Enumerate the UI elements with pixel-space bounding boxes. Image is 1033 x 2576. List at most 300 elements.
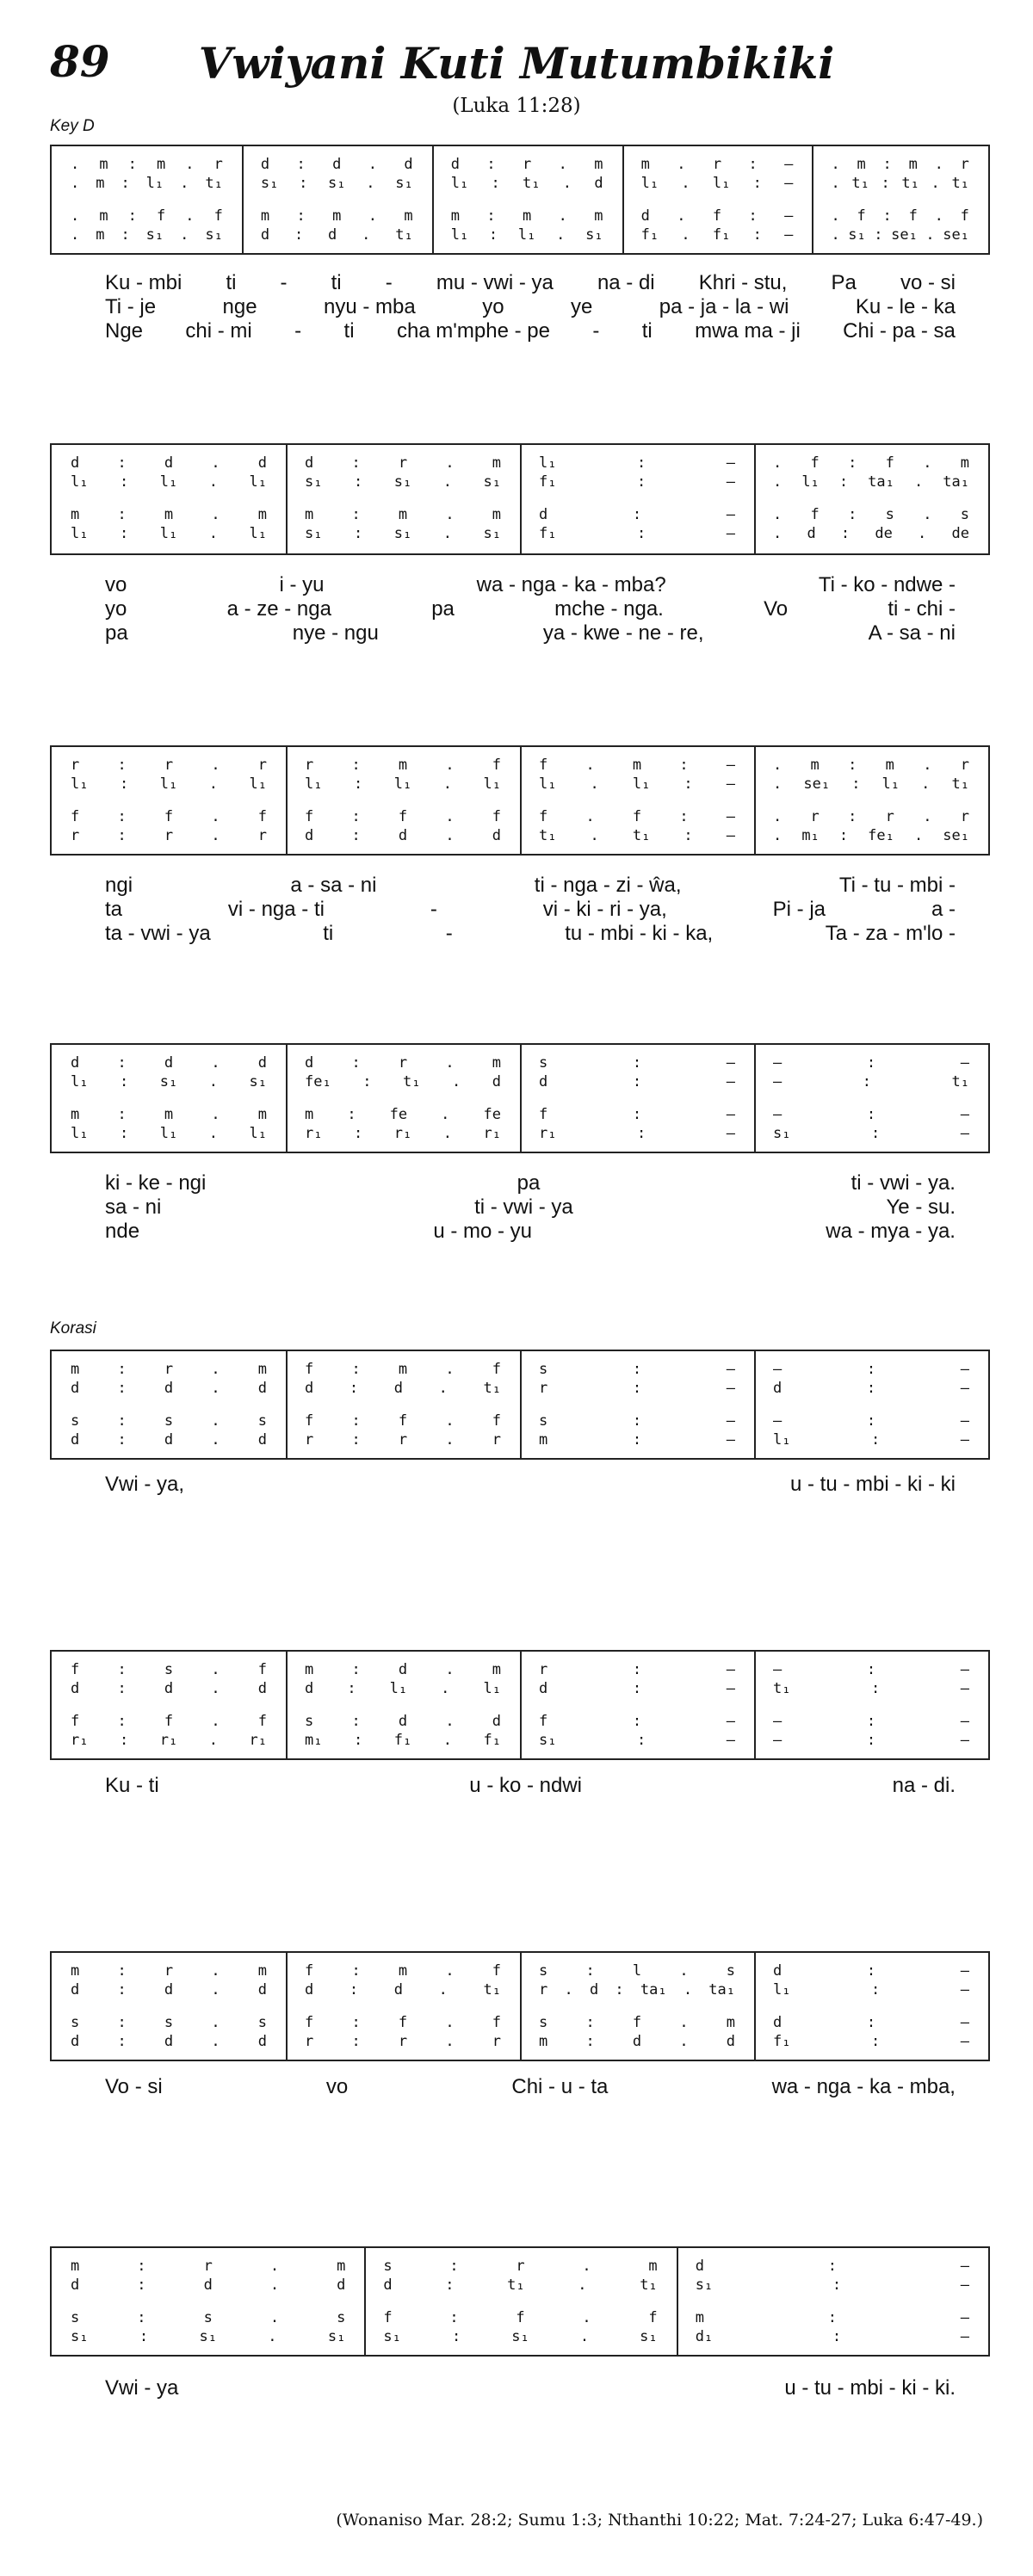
solfa-note: f <box>810 506 820 523</box>
solfa-note: r <box>810 808 820 825</box>
solfa-note: m <box>305 506 314 523</box>
solfa-note: — <box>960 1106 969 1123</box>
solfa-note: fe <box>389 1106 408 1123</box>
measure-notes <box>520 807 754 826</box>
solfa-note: : <box>119 525 129 542</box>
measure-notes <box>754 1124 988 1143</box>
solfa-note: : <box>449 2258 459 2275</box>
solfa-note: — <box>726 757 735 774</box>
solfa-note: r <box>305 757 314 774</box>
solfa-note: — <box>784 175 794 192</box>
measure-notes <box>364 2257 676 2276</box>
lyric-word: vi - ki - ri - ya, <box>542 898 667 921</box>
solfa-note: . <box>679 2014 689 2031</box>
solfa-note: l₁ <box>249 473 267 491</box>
solfa-note: l₁ <box>71 473 89 491</box>
solfa-note: t₁ <box>640 2276 658 2294</box>
solfa-note: — <box>960 1732 969 1749</box>
lyric-word: ta - vwi - ya <box>105 922 211 945</box>
solfa-note: r <box>960 808 969 825</box>
solfa-note: . <box>269 2276 280 2294</box>
measure-notes <box>754 1105 988 1124</box>
solfa-note: : <box>636 454 646 472</box>
solfa-note: : <box>632 1431 642 1449</box>
solfa-note: f <box>492 1962 501 1980</box>
solfa-note: . <box>211 506 220 523</box>
solfa-note: : <box>632 1412 642 1430</box>
measure-notes <box>754 2013 988 2032</box>
solfa-note: m <box>492 1661 501 1678</box>
solfa-note: : <box>445 2276 455 2294</box>
measure-notes <box>754 1412 988 1430</box>
solfa-note: : <box>827 2258 837 2275</box>
solfa-note: s₁ <box>249 1073 267 1090</box>
solfa-note: s <box>305 1713 314 1730</box>
solfa-note: : <box>119 1732 129 1749</box>
solfa-note: r <box>164 827 174 844</box>
lyric-word: ti <box>226 271 237 294</box>
measure-notes <box>520 2032 754 2051</box>
solfa-note: : <box>866 2014 876 2031</box>
solfa-note: f <box>492 757 501 774</box>
solfa-note: t₁ <box>851 175 869 192</box>
solfa-note: . <box>677 156 686 173</box>
solfa-note: r <box>398 454 408 472</box>
voice-row <box>52 1712 988 1731</box>
measure-notes <box>286 1712 520 1731</box>
solfa-note: d <box>257 1981 267 1998</box>
solfa-note: — <box>773 1361 782 1378</box>
measure-notes <box>520 826 754 845</box>
solfa-note: : <box>684 827 693 844</box>
lyric-word: Pi - ja <box>772 898 826 921</box>
solfa-note: . <box>445 506 455 523</box>
solfa-note: f <box>539 808 548 825</box>
solfa-note: : <box>848 506 857 523</box>
measure-notes <box>520 756 754 775</box>
solfa-note: d <box>492 1073 501 1090</box>
solfa-note: d <box>164 1431 174 1449</box>
solfa-note: . <box>925 226 935 244</box>
staff-system <box>50 2246 990 2357</box>
measure-notes <box>520 473 754 491</box>
lyric-line <box>50 294 990 320</box>
solfa-note: . <box>438 1981 448 1998</box>
lyric-word: Vo <box>764 597 789 621</box>
solfa-note: : <box>119 775 129 793</box>
solfa-note: d <box>305 1981 314 1998</box>
measure-notes <box>754 1072 988 1091</box>
solfa-note: : <box>840 525 851 542</box>
solfa-note: d <box>398 1713 408 1730</box>
solfa-note: s <box>71 2309 80 2326</box>
solfa-note: s₁ <box>145 226 164 244</box>
solfa-note: m <box>71 1962 80 1980</box>
solfa-note: — <box>960 2258 969 2275</box>
solfa-note: f <box>810 454 820 472</box>
solfa-note: . <box>445 827 455 844</box>
solfa-note: r <box>960 156 969 173</box>
solfa-note: . <box>211 1981 220 1998</box>
solfa-note: — <box>726 1380 735 1397</box>
solfa-note: se₁ <box>943 226 969 244</box>
measure-notes <box>754 1379 988 1398</box>
measure-notes <box>52 2257 364 2276</box>
solfa-note: d <box>305 1054 314 1072</box>
solfa-note: s <box>726 1962 735 1980</box>
solfa-note: : <box>117 1431 127 1449</box>
solfa-note: . <box>180 226 189 244</box>
solfa-note: . <box>268 2328 277 2345</box>
measure-notes <box>677 2327 988 2346</box>
measure-notes <box>52 1412 286 1430</box>
solfa-note: . <box>208 1073 218 1090</box>
lyric-line <box>50 1219 990 1245</box>
measure-notes <box>286 2013 520 2032</box>
solfa-note: . <box>590 827 599 844</box>
solfa-note: f <box>213 207 223 225</box>
solfa-note: : <box>117 1981 127 1998</box>
solfa-note: s₁ <box>848 226 866 244</box>
measure-notes <box>286 2032 520 2051</box>
solfa-note: : <box>351 808 361 825</box>
solfa-note: m <box>404 207 413 225</box>
solfa-note: : <box>137 2258 146 2275</box>
solfa-note: d <box>807 525 816 542</box>
solfa-note: f₁ <box>483 1732 501 1749</box>
solfa-note: : <box>882 156 892 173</box>
solfa-note: : <box>299 175 308 192</box>
solfa-note: fe₁ <box>305 1073 331 1090</box>
measure-notes <box>754 473 988 491</box>
staff-system <box>50 1043 990 1153</box>
lyric-word: ti <box>641 319 653 343</box>
measure-notes <box>754 807 988 826</box>
solfa-note: . <box>831 156 840 173</box>
solfa-note: : <box>866 1713 876 1730</box>
measure-notes <box>432 225 622 244</box>
measure-notes <box>286 473 520 491</box>
solfa-note: : <box>881 175 890 192</box>
measure-notes <box>52 524 286 543</box>
solfa-note: : <box>117 1412 127 1430</box>
solfa-note: . <box>445 1661 455 1678</box>
solfa-note: s₁ <box>71 2328 89 2345</box>
solfa-note: : <box>870 2033 881 2050</box>
solfa-note: . <box>923 808 932 825</box>
solfa-note: s₁ <box>159 1073 178 1090</box>
lyric-line <box>50 596 990 622</box>
solfa-note: : <box>117 757 127 774</box>
lyric-word: ti - vwi - ya <box>474 1195 573 1219</box>
solfa-note: . <box>445 757 455 774</box>
solfa-note: . <box>934 156 943 173</box>
measure-notes <box>52 1712 286 1731</box>
solfa-note: s <box>885 506 894 523</box>
solfa-note: . <box>773 454 782 472</box>
lyric-word: vo - si <box>900 271 956 294</box>
solfa-note: m <box>164 506 174 523</box>
solfa-note: d <box>257 1431 267 1449</box>
solfa-note: s <box>71 2014 80 2031</box>
lyric-word: mche - nga. <box>554 597 664 621</box>
solfa-note: — <box>960 1962 969 1980</box>
solfa-note: l₁ <box>517 226 536 244</box>
solfa-note: : <box>353 525 363 542</box>
solfa-note: : <box>632 1713 642 1730</box>
solfa-note: — <box>960 2033 969 2050</box>
solfa-note: . <box>442 525 452 542</box>
measure-notes <box>520 1731 754 1750</box>
measure-notes <box>52 775 286 794</box>
lyric-word: ti - chi - <box>888 597 956 621</box>
solfa-note: : <box>585 2033 595 2050</box>
solfa-note: : <box>121 175 130 192</box>
measure-notes <box>520 1379 754 1398</box>
solfa-note: . <box>918 525 927 542</box>
voice-row <box>52 1072 988 1091</box>
solfa-note: l₁ <box>71 1125 89 1142</box>
measure-notes <box>242 155 432 174</box>
solfa-note: l₁ <box>483 775 501 793</box>
solfa-note: . <box>923 454 932 472</box>
solfa-note: m <box>156 156 166 173</box>
solfa-note: d <box>398 827 408 844</box>
solfa-note: l₁ <box>773 1431 791 1449</box>
measure-notes <box>52 2276 364 2295</box>
solfa-note: d <box>773 1380 782 1397</box>
measure-notes <box>364 2308 676 2327</box>
solfa-note: : <box>349 1380 359 1397</box>
lyric-word: vo <box>105 573 127 596</box>
solfa-note: l₁ <box>159 1125 178 1142</box>
solfa-note: d <box>773 2014 782 2031</box>
solfa-note: m <box>337 2258 346 2275</box>
solfa-note: f <box>257 808 267 825</box>
solfa-note: m <box>257 506 267 523</box>
voice-row <box>52 454 988 473</box>
solfa-note: : <box>832 2276 842 2294</box>
solfa-note: d <box>328 226 337 244</box>
solfa-note: m <box>492 454 501 472</box>
solfa-note: : <box>866 1412 876 1430</box>
solfa-note: t₁ <box>205 175 223 192</box>
solfa-note: d <box>773 1962 782 1980</box>
solfa-note: : <box>117 506 127 523</box>
solfa-note: — <box>726 1431 735 1449</box>
voice-row <box>52 775 988 794</box>
solfa-note: — <box>960 1713 969 1730</box>
solfa-note: f <box>492 2014 501 2031</box>
solfa-note: r <box>203 2258 213 2275</box>
solfa-note: f <box>383 2309 393 2326</box>
scripture-reference: (Luka 11:28) <box>452 95 581 117</box>
voice-row <box>52 807 988 826</box>
solfa-note: m <box>96 175 105 192</box>
solfa-note: r₁ <box>539 1125 557 1142</box>
solfa-note: s₁ <box>327 2328 346 2345</box>
solfa-note: f₁ <box>773 2033 791 2050</box>
solfa-note: . <box>442 1125 452 1142</box>
solfa-note: : <box>119 473 129 491</box>
lyric-word: wa - mya - ya. <box>826 1220 956 1243</box>
lyric-word: nye - ngu <box>292 621 379 645</box>
solfa-note: t₁ <box>632 827 651 844</box>
solfa-note: : <box>294 226 304 244</box>
solfa-note: d <box>257 1380 267 1397</box>
solfa-note: s₁ <box>305 473 323 491</box>
solfa-note: m <box>305 1661 314 1678</box>
lyric-line <box>50 572 990 598</box>
solfa-note: m <box>305 1106 314 1123</box>
solfa-note: . <box>773 473 782 491</box>
measure-notes <box>52 473 286 491</box>
solfa-note: : <box>296 207 306 225</box>
solfa-note: s <box>71 1412 80 1430</box>
solfa-note: m <box>594 156 603 173</box>
solfa-note: : <box>882 207 892 225</box>
solfa-note: f <box>305 2014 314 2031</box>
solfa-note: d <box>393 1380 403 1397</box>
measure-notes <box>52 756 286 775</box>
voice-row <box>52 1980 988 1999</box>
measure-notes <box>286 1660 520 1679</box>
measure-notes <box>286 826 520 845</box>
solfa-note: s₁ <box>539 1732 557 1749</box>
lyric-word: na - di <box>597 271 655 294</box>
lyric-word: ki - ke - ngi <box>105 1171 207 1195</box>
measure-notes <box>286 1731 520 1750</box>
lyric-word: sa - ni <box>105 1195 162 1219</box>
solfa-note: . <box>71 226 80 244</box>
lyric-word: Ti - je <box>105 295 157 318</box>
solfa-note: : <box>353 473 363 491</box>
solfa-note: s₁ <box>328 175 346 192</box>
solfa-note: m <box>539 2033 548 2050</box>
measure-notes <box>432 155 622 174</box>
measure-notes <box>677 2257 988 2276</box>
solfa-note: f <box>632 2014 642 2031</box>
measure-notes <box>242 207 432 225</box>
solfa-note: . <box>211 827 220 844</box>
solfa-note: : <box>362 1073 372 1090</box>
solfa-note: . <box>71 207 80 225</box>
solfa-note: . <box>269 2258 280 2275</box>
solfa-note: f <box>539 1713 548 1730</box>
solfa-note: : <box>862 1073 871 1090</box>
lyric-word: Ta - za - m'lo - <box>825 922 956 945</box>
solfa-note: . <box>211 757 220 774</box>
measure-notes <box>754 1980 988 1999</box>
solfa-note: : <box>353 1732 363 1749</box>
voice-row <box>52 1053 988 1072</box>
solfa-note: m <box>257 1106 267 1123</box>
solfa-note: t₁ <box>483 1380 501 1397</box>
solfa-note: r <box>539 1981 548 1998</box>
solfa-note: d <box>164 1680 174 1697</box>
solfa-note: — <box>960 1125 969 1142</box>
solfa-note: . <box>679 2033 689 2050</box>
solfa-note: l₁ <box>483 1680 501 1697</box>
lyric-word: nde <box>105 1220 140 1243</box>
measure-notes <box>622 207 813 225</box>
solfa-note: — <box>726 1713 735 1730</box>
solfa-note: s₁ <box>199 2328 217 2345</box>
measure-notes <box>754 1961 988 1980</box>
solfa-note: . <box>368 207 378 225</box>
solfa-note: r <box>712 156 722 173</box>
solfa-note: f <box>398 808 408 825</box>
solfa-note: : <box>119 1125 129 1142</box>
lyric-word: a - ze - nga <box>226 597 331 621</box>
solfa-note: : <box>127 156 137 173</box>
solfa-note: : <box>351 506 361 523</box>
solfa-note: : <box>866 1962 876 1980</box>
solfa-note: s₁ <box>585 226 603 244</box>
measure-notes <box>520 1660 754 1679</box>
solfa-note: . <box>441 1680 450 1697</box>
solfa-note: : <box>870 1125 881 1142</box>
solfa-note: — <box>960 2276 969 2294</box>
solfa-note: f <box>908 207 918 225</box>
solfa-note: . <box>211 1962 220 1980</box>
measure-notes <box>52 1124 286 1143</box>
solfa-note: . <box>831 207 840 225</box>
solfa-note: f <box>71 808 80 825</box>
solfa-note: — <box>960 1981 969 1998</box>
voice-row <box>52 1360 988 1379</box>
solfa-note: : <box>451 2328 461 2345</box>
solfa-note: r <box>164 757 174 774</box>
solfa-note: s₁ <box>773 1125 791 1142</box>
solfa-note: fe₁ <box>868 827 894 844</box>
solfa-note: . <box>208 1732 218 1749</box>
solfa-note: : <box>636 473 646 491</box>
solfa-note: d <box>257 1054 267 1072</box>
solfa-note: . <box>683 1981 693 1998</box>
solfa-note: l₁ <box>539 775 557 793</box>
solfa-note: s <box>337 2309 346 2326</box>
lyric-word: Vo - si <box>105 2075 163 2098</box>
solfa-note: r <box>516 2258 525 2275</box>
solfa-note: : <box>117 1661 127 1678</box>
lyric-word: pa <box>105 621 128 645</box>
solfa-note: f <box>885 454 894 472</box>
solfa-note: s <box>257 2014 267 2031</box>
lyric-word: a - <box>931 898 956 921</box>
solfa-note: : <box>347 1680 356 1697</box>
solfa-note: s₁ <box>640 2328 658 2345</box>
solfa-note: r <box>213 156 223 173</box>
solfa-note: . <box>562 175 572 192</box>
solfa-note: d <box>539 1680 548 1697</box>
measure-notes <box>52 2013 286 2032</box>
lyric-word: Nge <box>105 319 144 343</box>
lyric-word: Ye - su. <box>886 1195 956 1219</box>
solfa-note: d <box>398 1661 408 1678</box>
lyric-word: u - tu - mbi - ki - ki. <box>784 2376 956 2400</box>
solfa-note: d <box>164 1380 174 1397</box>
solfa-note: : <box>351 2033 361 2050</box>
solfa-note: . <box>208 525 218 542</box>
solfa-note: l₁ <box>389 1680 408 1697</box>
solfa-note: . <box>681 175 690 192</box>
lyric-word: Ti - ko - ndwe - <box>818 573 956 596</box>
solfa-note: . <box>445 1054 455 1072</box>
solfa-note: : <box>866 1661 876 1678</box>
solfa-note: : <box>585 2014 595 2031</box>
solfa-note: : <box>827 2309 837 2326</box>
